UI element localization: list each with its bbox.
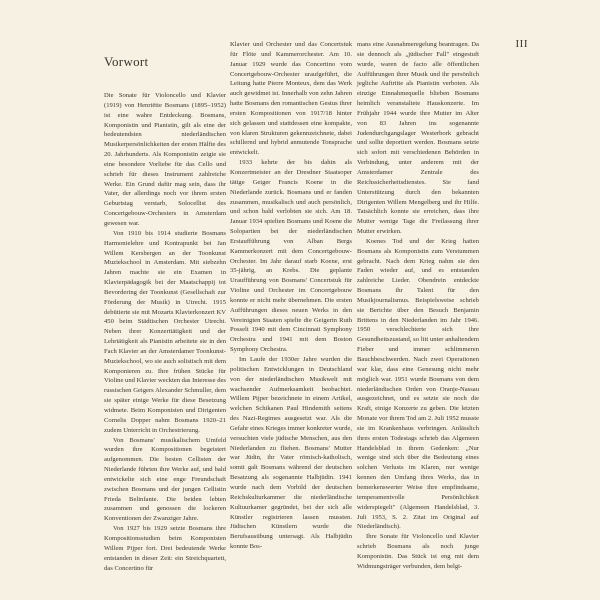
page-number: III [515, 38, 528, 50]
paragraph: Von Bosmans' musikalischem Umfeld wurden ihre Kompositionen begeistert aufgenommen. Die besten Cellisten der Niederlande führten ihre Werke auf, und bald entwickelte sich eine enge Freundschaft zwischen Bosmans und der jungen Cellistin Frieda Belinfante. Die beiden lebten zusammen und genossen die lockeren Konventionen der Zwanziger Jahre. [104, 436, 226, 523]
text-column-3 [357, 40, 479, 572]
paragraph: Im Laufe der 1930er Jahre wurden die politischen Entwicklungen in Deutschland von der niederländischen Musikwelt mit wachsender Aufmerksamkeit beobachtet. Willem Pijper bezeichnete in einem Artikel, welchen Schikanen Paul Hindemith seitens des Nazi-Regimes ausgesetzt war. Als die Gefahr eines Krieges immer konkreter wurde, versuchten viele jüdische Menschen, aus den Niederlanden zu fliehen. Bosmans' Mutter war Jüdin, ihr Vater römisch-katholisch, somit galt Bosmans während der deutschen Besatzung als sogenannte Halbjüdin. 1941 wurde nach dem Vorbild der deutschen Reichskulturkammer die niederländische Kultuurkamer gegründet, bei der sich alle Künstler registrieren lassen mussten. Jüdischen Künstlern wurde die Berufsausübung untersagt. Als Halbjüdin konnte Bos- [230, 356, 352, 551]
paragraph: Koenes Tod und der Krieg hatten Bosmans als Komponistin zum Verstummen gebracht. Nach dem Krieg nahm sie den Faden wieder auf, und es entstanden zahlreiche Lieder. Obendrein entdeckte Bosmans ihr Talent für den Musikjournalismus. Beispielsweise schrieb sie Berichte über den Besuch Benjamin Brittens in den Niederlanden im Jahr 1946. 1950 verschlechterte sich ihre Gesundheitszustand, so litt unter anhaltendem Fieber und immer schlimmeren Bauchbeschwerden. Nach zwei Operationen war klar, dass eine Genesung nicht mehr möglich war. 1951 wurde Bosmans von dem niederländischen Orden von Oranje-Nassau ausgezeichnet, und es setzte sie noch die Kraft, einige Konzerte zu geben. Die letzten Monate vor ihrem Tod am 2. Juli 1952 musste sie im Krankenhaus verbringen. Anlässlich ihres ersten Todestags schrieb das Algemeen Handelsblad in ihrem Gedenken: „Nur wenige sind sich über die Bedeutung eines solchen Verlusts im Klaren, nur wenige kennen den Umfang ihres Werks, das in bemerkenswerter Weise ihre empfindsame, temperamentvolle Persönlichkeit widerspiegelt" (Algemeen Handelsblad, 3. Juli 1953, S. 2. Zitat im Original auf Niederländisch). [357, 237, 479, 531]
paragraph: Von 1927 bis 1929 setzte Bosmans ihre Kompositionsstudien beim Komponisten Willem Pijper fort. Drei bedeutende Werke entstanden in dieser Zeit: ein Streichquartett, das Concertino für [104, 525, 226, 572]
page-heading: Vorwort [104, 54, 149, 69]
paragraph: Von 1910 bis 1914 studierte Bosmans Harmonielehre und Kontrapunkt bei Jan Willem Kersbergen an der Toonkunst Muziekschool in Amsterdam. Mit siebzehn Jahren machte sie ein Examen in Klavierpädagogik bei der Maatschappij tot Bevordering der Toonkunst (Gesellschaft zur Förderung der Musik) in Utrecht. 1915 debütierte sie mit Mozarts Klavierkonzert KV 450 beim Städtischen Orchester Utrecht. Neben ihrer Konzerttätigkeit und der Lehrtätigkeit als Pianistin arbeitete sie in den Fach Klavier an der Amsterdamer Toonkunst-Muziekschool, wo sie auch solistisch mit dem Komponieren zu. Ihre frühen Stücke für Violine und Klavier weckten das Interesse des russischen Geigers Alexander Schmuller, dem sie später einige Werke für diese Besetzung widmete. Beim Komponisten und Dirigenten Cornelis Dopper nahm Bosmans 1920–21 zudem Unterricht in Orchestrierung. [104, 229, 226, 434]
paragraph: mans eine Ausnahmeregelung beantragen. Da sie dennoch als „jüdischer Fall" eingestuft wurde, waren de facto alle öffentlichen Aufführungen ihrer Musik und ihr persönlich jegliche Auftritte als Pianistin verboten. Als einzige Einnahmequelle blieben Bosmans heimlich veranstaltete Hauskonzerte. Im Frühjahr 1944 wurde ihre Mutter im Alter von 83 Jahren ins sogenannte Judendurchgangslager Westerbork gebracht und sollte deportiert werden. Bosmans setzte sich sofort mit verschiedenen Behörden in Verbindung, unter anderem mit der Amsterdamer Zentrale des Reichssicherheitsdienstes. Sie fand Unterstützung durch den bekannten Dirigenten Willem Mengelberg und ihr Hilfe. Tatsächlich konnte sie erreichen, dass ihre Mutter wenige Tage die Freilassung ihrer Mutter erwirken. [357, 41, 479, 236]
paragraph: Klavier und Orchester und das Concertstuk für Flöte und Kammerorchester. Am 10. Januar 1929 wurde das Concertino vom Concertgebouw-Orchester uraufgeführt, die Leitung hatte Pierre Monteux, dem das Werk auch gewidmet ist. Innerhalb von zehn Jahren hatte Bosmans den romantischen Gestus ihrer ersten Kompositionen von 1917/18 hinter sich gelassen und stattdessen eine kompakte, von klaren Strukturen gekennzeichnete, dabei schillernd und hybrid anmutende Tonsprache entwickelt. [230, 41, 352, 157]
paragraph: Ihre Sonate für Violoncello und Klavier schrieb Bosmans als noch junge Komponistin. Das Stück ist eng mit dem Widmungsträger verbunden, dem belgi- [357, 533, 479, 570]
paragraph: Die Sonate für Violoncello und Klavier (1919) von Henriëtte Bosmans (1895–1952) ist eine wahre Entdeckung. Bosmans, Komponistin und Pianistin, gilt als eine der bedeutendsten niederländischen Musikerpersönlichkeiten der ersten Hälfte des 20. Jahrhunderts. Als Komponistin zeigte sie eine besondere Vorliebe für das Cello und schrieb für dieses Instrument zahlreiche Werke. Ein Grund dafür mag sein, dass ihr Vater, der allerdings noch vor ihrem ersten Geburtstag verstarb, Solocellist des Concertgebouw-Orchesters in Amsterdam gewesen war. [104, 92, 226, 227]
text-column-1 [104, 91, 226, 573]
text-column-2 [230, 40, 352, 552]
paragraph: 1933 kehrte der bis dahin als Konzertmeister an der Dresdner Staatsoper tätige Geiger Francis Koene in die Niederlande zurück. Bosmans und er fanden zusammen, musikalisch und auch persönlich, und schon bald verlobten sie sich. Am 18. Januar 1934 spielten Bosmans und Koene die Solopartien bei der niederländischen Erstaufführung von Alban Bergs Kammerkonzert mit dem Concertgebouw-Orchester. Im Jahr darauf starb Koene, erst 35-jährig, an Krebs. Die geplante Uraufführung von Bosmans' Concertstuk für Violine und Orchester im Concertgebouw konnte er nicht mehr übernehmen. Die ersten Aufführungen dieses neuen Werks in den Vereinigten Staaten spielte die Geigerin Ruth Posselt 1940 mit dem Cincinnati Symphony Orchestra und 1941 mit dem Boston Symphony Orchestra. [230, 159, 352, 354]
